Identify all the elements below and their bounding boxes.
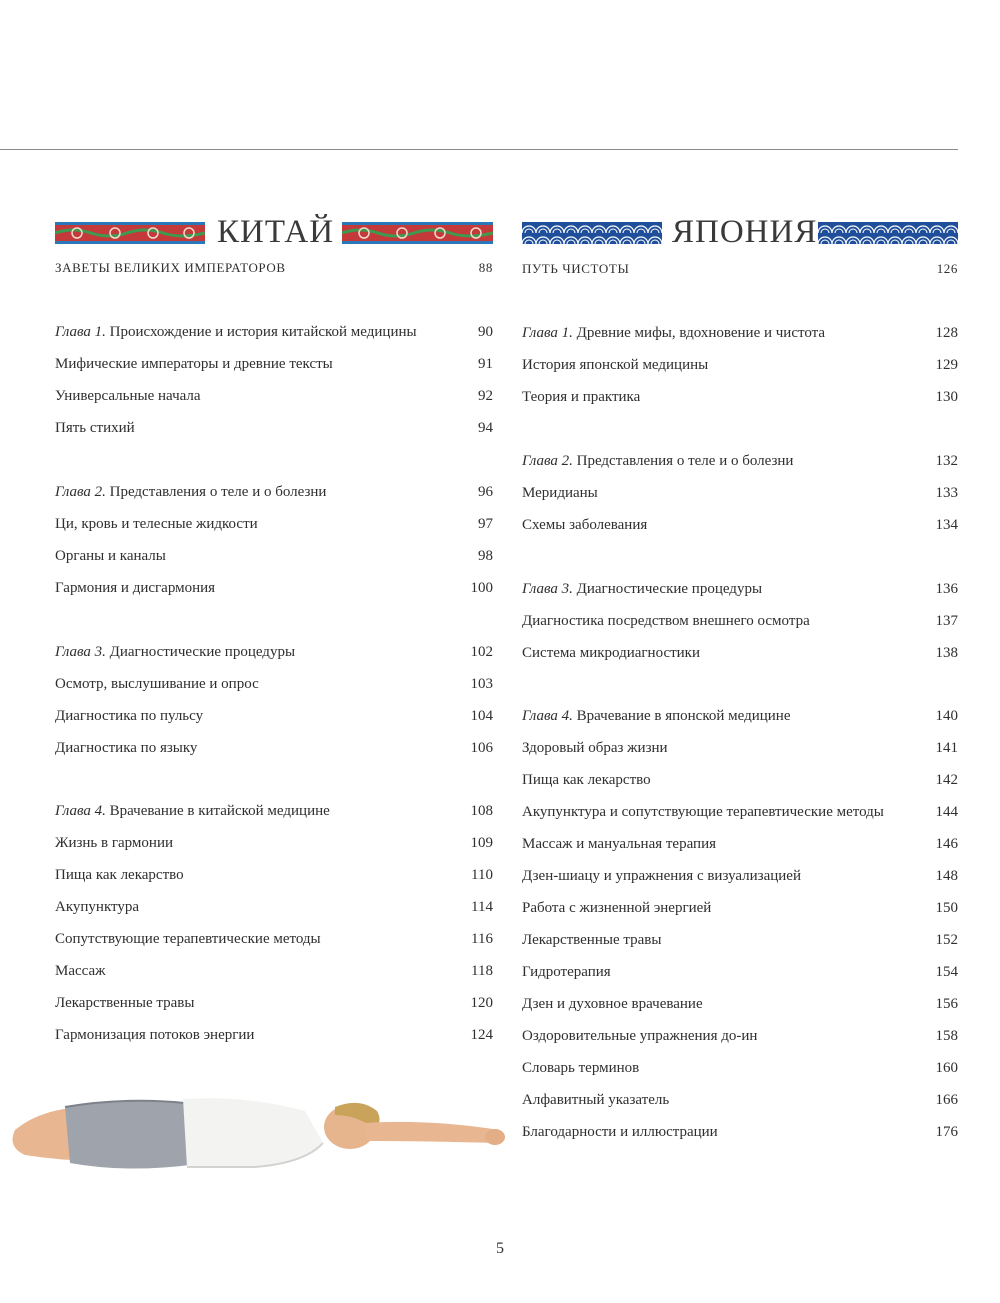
toc-item-title: Лекарственные травы (55, 995, 195, 1011)
chapter-title: Диагностические процедуры (572, 581, 763, 597)
toc-item-page: 166 (935, 1092, 958, 1108)
toc-item[interactable] (522, 740, 958, 762)
chapter-title: Представления о теле и о болезни (572, 453, 794, 469)
toc-item[interactable] (55, 931, 493, 953)
toc-item-title: Массаж и мануальная терапия (522, 836, 716, 852)
toc-item[interactable] (55, 708, 493, 730)
toc-item[interactable] (522, 1124, 958, 1146)
japan-section-title: ПУТЬ ЧИСТОТЫ (522, 261, 630, 276)
toc-item[interactable] (522, 836, 958, 858)
japan-section-page: 126 (936, 261, 958, 276)
chapter-page: 96 (478, 484, 493, 500)
japan-heading: ЯПОНИЯ (672, 214, 818, 250)
toc-item-page: 97 (478, 516, 493, 532)
toc-item-page: 92 (478, 388, 493, 404)
toc-item[interactable] (522, 517, 958, 539)
toc-item-title: Лекарственные травы (522, 932, 662, 948)
china-section-page: 88 (478, 260, 493, 275)
toc-item-title: Меридианы (522, 485, 598, 501)
toc-item-title: Благодарности и иллюстрации (522, 1124, 718, 1140)
china-chapter-4-row[interactable] (55, 803, 493, 825)
toc-item-page: 104 (470, 708, 493, 724)
toc-item[interactable] (55, 548, 493, 570)
toc-item[interactable] (522, 932, 958, 954)
toc-item-title: Сопутствующие терапевтические методы (55, 931, 321, 947)
toc-item[interactable] (522, 645, 958, 667)
toc-item-page: 146 (935, 836, 958, 852)
toc-item[interactable] (522, 613, 958, 635)
toc-item-page: 94 (478, 420, 493, 436)
toc-item[interactable] (522, 1060, 958, 1082)
japan-heading-block (522, 214, 958, 252)
toc-item-page: 120 (470, 995, 493, 1011)
chapter-prefix: Глава 4. (522, 708, 573, 724)
china-heading: КИТАЙ (217, 214, 335, 250)
page-number: 5 (496, 1240, 504, 1257)
toc-item-page: 98 (478, 548, 493, 564)
toc-item[interactable] (55, 963, 493, 985)
japan-chapter-2-row[interactable] (522, 453, 958, 475)
toc-item-page: 110 (471, 867, 493, 883)
toc-item-title: Работа с жизненной энергией (522, 900, 712, 916)
toc-item-title: Диагностика по языку (55, 740, 198, 756)
chapter-title: Происхождение и история китайской медицины (105, 324, 417, 340)
chapter-prefix: Глава 4. (55, 803, 106, 819)
toc-item-title: Схемы заболевания (522, 517, 648, 533)
toc-item-title: Пища как лекарство (55, 867, 184, 883)
toc-item-title: Диагностика по пульсу (55, 708, 204, 724)
china-section-title: ЗАВЕТЫ ВЕЛИКИХ ИМПЕРАТОРОВ (55, 260, 286, 275)
toc-item-title: Акупунктура и сопутствующие терапевтические методы (522, 804, 884, 820)
toc-item-title: История японской медицины (522, 357, 709, 373)
toc-item-page: 158 (935, 1028, 958, 1044)
chapter-prefix: Глава 2. (522, 453, 573, 469)
toc-item-page: 141 (935, 740, 958, 756)
toc-item-title: Универсальные начала (55, 388, 201, 404)
china-section-row[interactable] (55, 260, 493, 282)
chapter-prefix: Глава 3. (522, 581, 573, 597)
toc-item-title: Пища как лекарство (522, 772, 651, 788)
toc-item[interactable] (55, 580, 493, 602)
toc-item-title: Дзен и духовное врачевание (522, 996, 703, 1012)
toc-item-title: Диагностика посредством внешнего осмотра (522, 613, 810, 629)
top-rule (0, 149, 958, 150)
toc-item[interactable] (55, 867, 493, 889)
toc-item-page: 150 (935, 900, 958, 916)
toc-item[interactable] (522, 357, 958, 379)
toc-item-title: Пять стихий (55, 420, 135, 436)
chapter-page: 128 (935, 325, 958, 341)
toc-item[interactable] (55, 356, 493, 378)
toc-item-title: Гармонизация потоков энергии (55, 1027, 255, 1043)
toc-item-title: Алфавитный указатель (522, 1092, 670, 1108)
china-chapter-3-row[interactable] (55, 644, 493, 666)
toc-item-title: Жизнь в гармонии (55, 835, 174, 851)
japan-chapter-3-row[interactable] (522, 581, 958, 603)
toc-item-page: 160 (935, 1060, 958, 1076)
toc-item-title: Осмотр, выслушивание и опрос (55, 676, 259, 692)
toc-item-page: 176 (935, 1124, 958, 1140)
toc-item-page: 138 (935, 645, 958, 661)
japan-chapter-4-row[interactable] (522, 708, 958, 730)
toc-item-page: 142 (935, 772, 958, 788)
chapter-title: Врачевание в китайской медицине (105, 803, 330, 819)
china-heading-block (55, 214, 493, 252)
toc-item-page: 129 (935, 357, 958, 373)
toc-item[interactable] (55, 899, 493, 921)
toc-item[interactable] (522, 964, 958, 986)
toc-item-page: 134 (935, 517, 958, 533)
toc-item-title: Органы и каналы (55, 548, 166, 564)
toc-item-title: Гармония и дисгармония (55, 580, 216, 596)
toc-item[interactable] (522, 772, 958, 794)
toc-item-page: 109 (470, 835, 493, 851)
toc-item[interactable] (55, 420, 493, 442)
china-chapter-2-row[interactable] (55, 484, 493, 506)
japan-section-row[interactable] (522, 261, 958, 283)
japan-wave-band-left (522, 222, 662, 244)
chapter-prefix: Глава 3. (55, 644, 106, 660)
toc-item[interactable] (522, 900, 958, 922)
reclining-woman-photo (5, 1085, 510, 1185)
toc-item[interactable] (55, 1027, 493, 1049)
chapter-prefix: Глава 1. (522, 325, 573, 341)
toc-item-title: Система микродиагностики (522, 645, 701, 661)
china-chapter-1-row[interactable] (55, 324, 493, 346)
chapter-title: Диагностические процедуры (105, 644, 296, 660)
toc-item[interactable] (522, 1092, 958, 1114)
toc-item-title: Массаж (55, 963, 106, 979)
chapter-prefix: Глава 2. (55, 484, 106, 500)
toc-item-title: Оздоровительные упражнения до-ин (522, 1028, 758, 1044)
toc-item-page: 148 (935, 868, 958, 884)
toc-item[interactable] (522, 996, 958, 1018)
toc-item[interactable] (55, 516, 493, 538)
toc-item[interactable] (522, 389, 958, 411)
toc-item[interactable] (522, 804, 958, 826)
toc-item-page: 156 (935, 996, 958, 1012)
toc-item-page: 137 (935, 613, 958, 629)
toc-item[interactable] (522, 868, 958, 890)
toc-item-title: Дзен-шиацу и упражнения с визуализацией (522, 868, 801, 884)
japan-wave-band-right (818, 222, 958, 244)
toc-item-title: Здоровый образ жизни (522, 740, 668, 756)
chapter-page: 102 (470, 644, 493, 660)
japan-chapter-1-row[interactable] (522, 325, 958, 347)
toc-item-page: 91 (478, 356, 493, 372)
toc-item[interactable] (55, 995, 493, 1017)
toc-item-page: 106 (470, 740, 493, 756)
chapter-title: Древние мифы, вдохновение и чистота (572, 325, 826, 341)
toc-item-page: 154 (935, 964, 958, 980)
chapter-page: 132 (935, 453, 958, 469)
toc-item-page: 124 (470, 1027, 493, 1043)
toc-item-title: Гидротерапия (522, 964, 611, 980)
toc-item-page: 100 (470, 580, 493, 596)
toc-item[interactable] (55, 740, 493, 762)
toc-item-page: 144 (935, 804, 958, 820)
chapter-page: 90 (478, 324, 493, 340)
chapter-prefix: Глава 1. (55, 324, 106, 340)
toc-item-page: 133 (935, 485, 958, 501)
china-ornament-band-right (342, 222, 493, 244)
chapter-page: 140 (935, 708, 958, 724)
toc-item-title: Ци, кровь и телесные жидкости (55, 516, 258, 532)
toc-item-title: Словарь терминов (522, 1060, 640, 1076)
toc-item-title: Акупунктура (55, 899, 140, 915)
chapter-title: Представления о теле и о болезни (105, 484, 327, 500)
toc-item-page: 118 (471, 963, 493, 979)
toc-item[interactable] (55, 835, 493, 857)
toc-item[interactable] (522, 485, 958, 507)
toc-item-title: Теория и практика (522, 389, 641, 405)
toc-item-title: Мифические императоры и древние тексты (55, 356, 333, 372)
toc-item-page: 152 (935, 932, 958, 948)
toc-item-page: 103 (470, 676, 493, 692)
china-ornament-band-left (55, 222, 205, 244)
toc-item[interactable] (55, 676, 493, 698)
toc-item[interactable] (55, 388, 493, 410)
chapter-page: 108 (470, 803, 493, 819)
chapter-page: 136 (935, 581, 958, 597)
toc-item-page: 116 (471, 931, 493, 947)
chapter-title: Врачевание в японской медицине (572, 708, 791, 724)
toc-item-page: 130 (935, 389, 958, 405)
toc-item-page: 114 (471, 899, 493, 915)
toc-item[interactable] (522, 1028, 958, 1050)
